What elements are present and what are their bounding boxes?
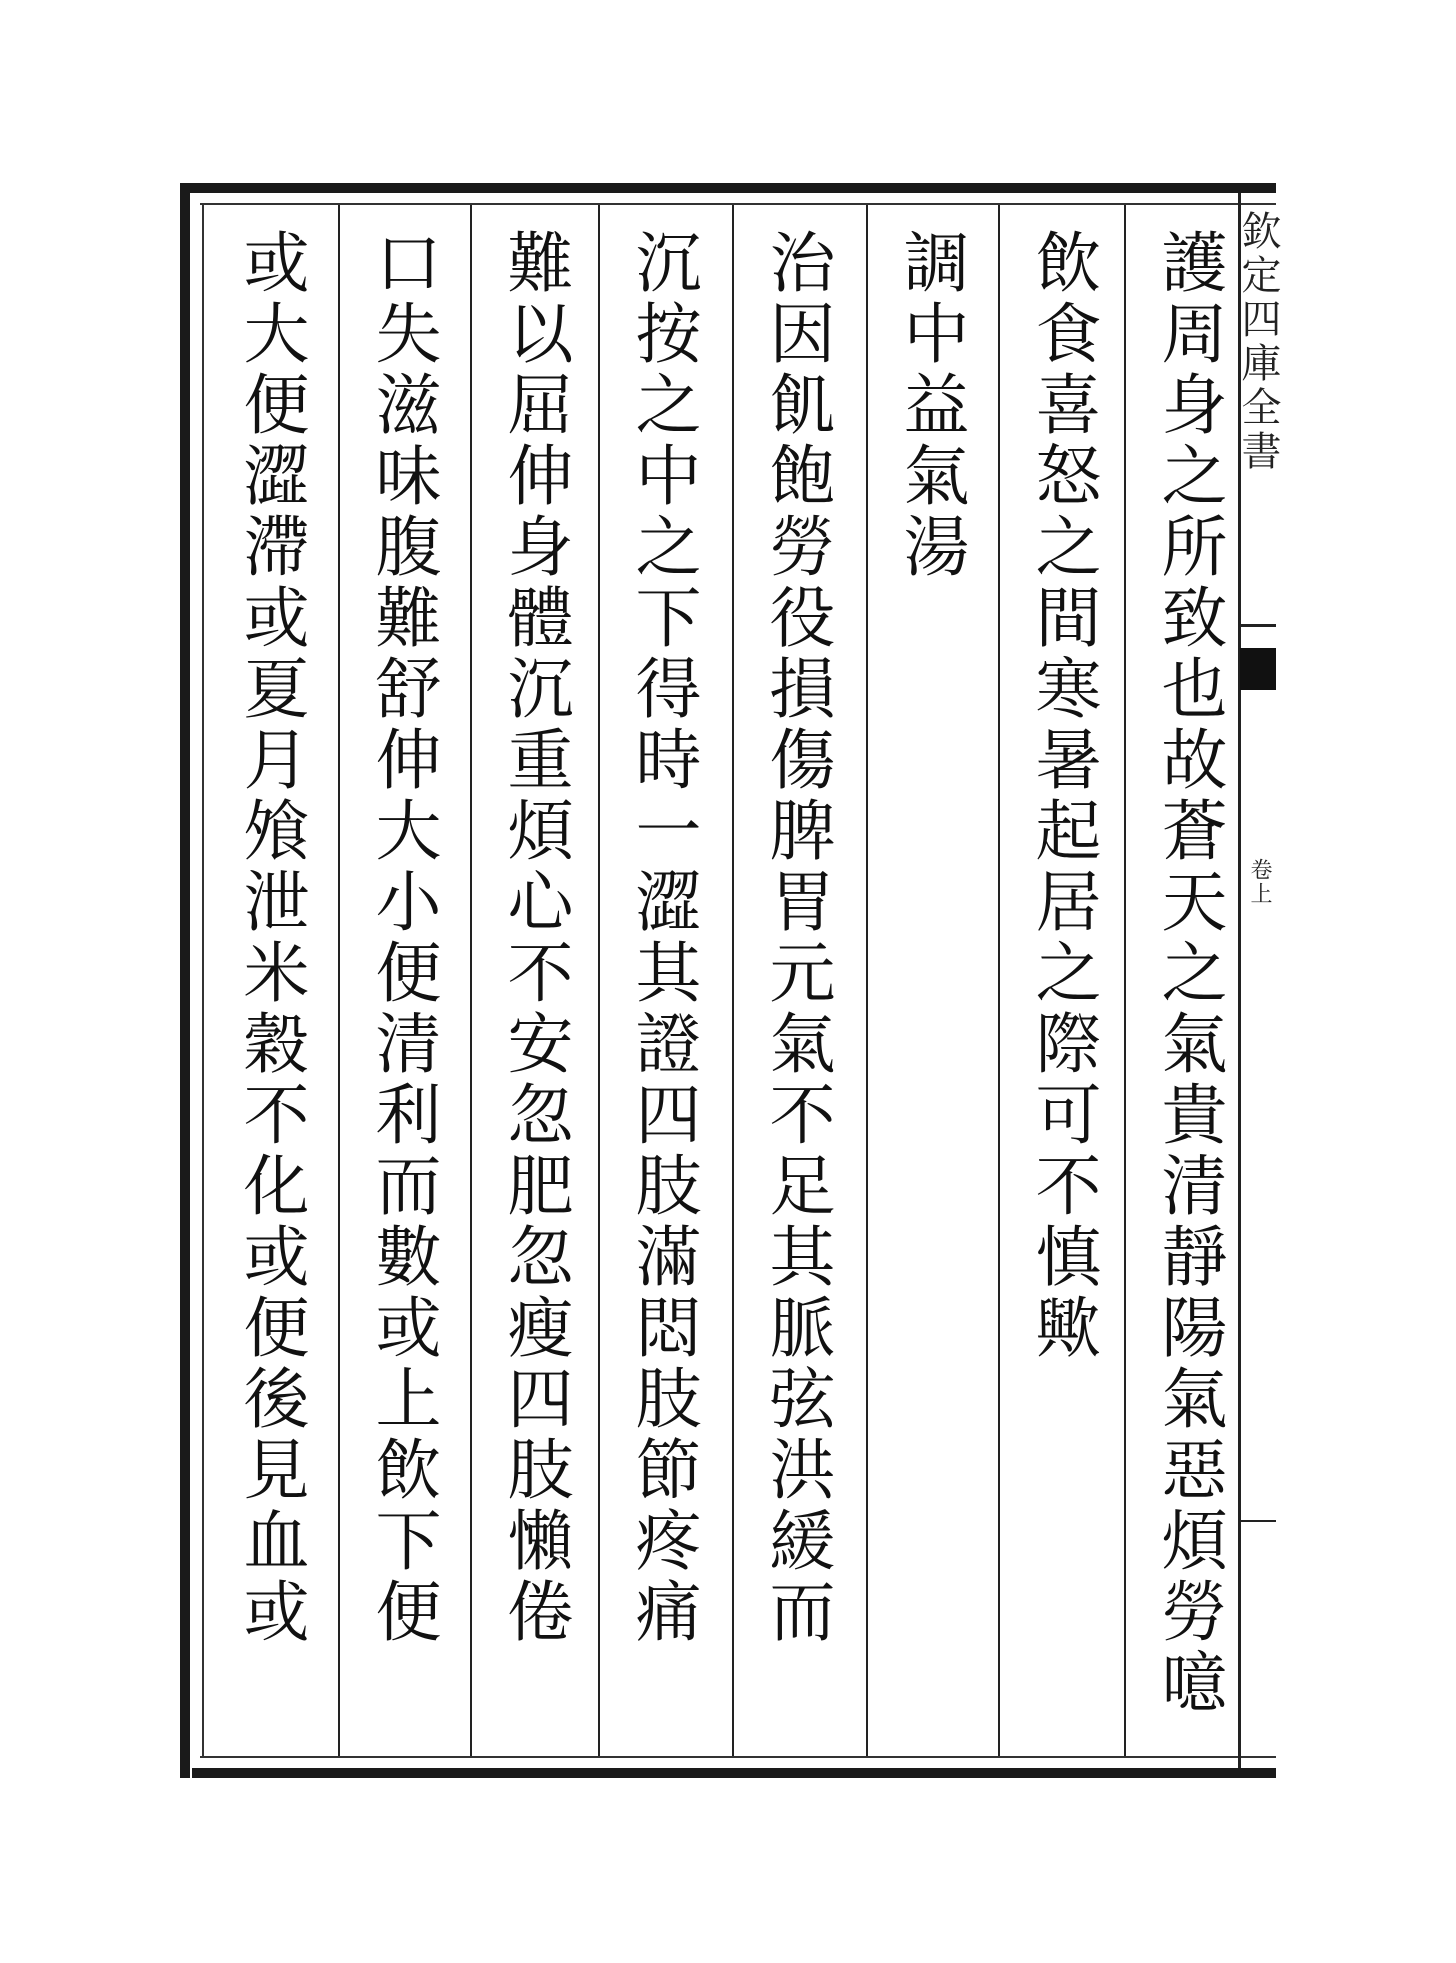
column-rule (998, 205, 1000, 1756)
column-rule (598, 205, 600, 1756)
text-column-2: 飲食喜怒之間寒暑起居之際可不慎歟 (1024, 228, 1101, 1364)
frame-bottom-border (192, 1768, 1276, 1778)
margin-volume-label: 卷上 (1247, 858, 1272, 906)
text-column-7: 口失滋味腹難舒伸大小便清利而數或上飲下便 (364, 228, 441, 1648)
column-rule (470, 205, 472, 1756)
inner-bottom-border (200, 1756, 1276, 1758)
text-column-3-heading: 調中益氣湯 (892, 228, 969, 583)
column-rule (866, 205, 868, 1756)
column-rule (732, 205, 734, 1756)
inner-left-border (202, 203, 204, 1758)
text-column-8: 或大便澀滯或夏月飧泄米穀不化或便後見血或 (232, 228, 309, 1648)
text-column-1: 護周身之所致也故蒼天之氣貴清靜陽氣惡煩勞噫 (1150, 228, 1227, 1719)
text-column-6: 難以屈伸身體沉重煩心不安忽肥忽瘦四肢懶倦 (496, 228, 573, 1648)
text-column-5: 沉按之中之下得時一澀其證四肢滿悶肢節疼痛 (624, 228, 701, 1648)
column-rule (338, 205, 340, 1756)
inner-top-border (200, 203, 1276, 205)
margin-book-title: 欽定四庫全書 (1235, 210, 1281, 474)
text-column-4: 治因飢飽勞役損傷脾胃元氣不足其脈弦洪緩而 (758, 228, 835, 1648)
frame-left-border (180, 183, 190, 1778)
frame-top-border (180, 183, 1276, 193)
column-rule (1124, 205, 1126, 1756)
